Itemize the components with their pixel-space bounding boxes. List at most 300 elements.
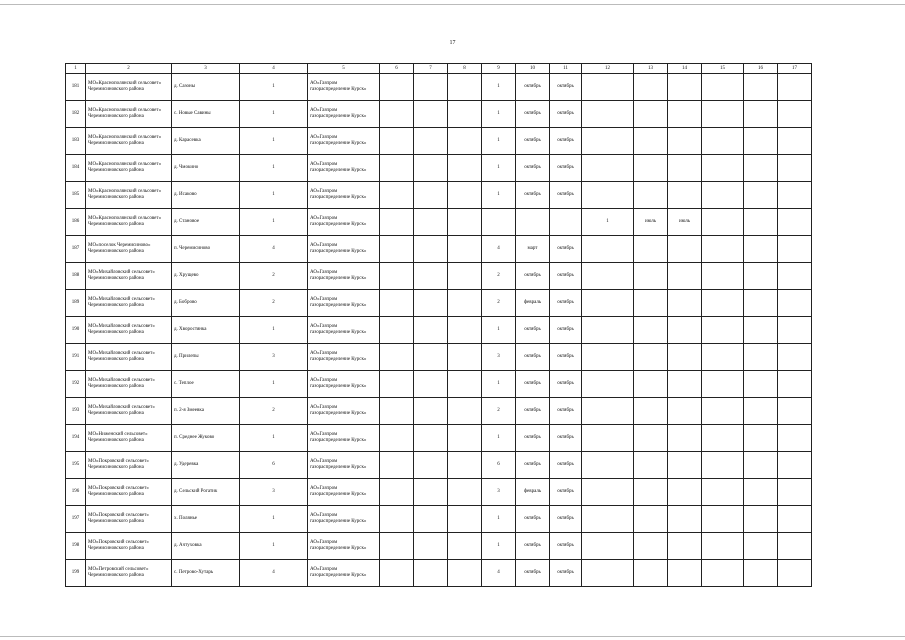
end-month-cell: октябрь (550, 182, 582, 209)
col-15-cell (702, 533, 744, 560)
row-number-cell: 192 (66, 371, 86, 398)
column-header-9: 9 (482, 64, 516, 74)
quantity-cell: 1 (240, 155, 308, 182)
col-16-cell (744, 452, 778, 479)
col-8-cell (448, 452, 482, 479)
organization-cell: МО«Краснополянский сельсовет» Черемисиновского района (86, 209, 172, 236)
col-13-cell (634, 479, 668, 506)
col-6-cell (380, 317, 414, 344)
table-row (66, 182, 812, 209)
col-6-cell (380, 344, 414, 371)
settlement-cell: д. Сазоны (172, 74, 240, 101)
quantity-cell: 3 (240, 479, 308, 506)
gas-company-cell: АО«Газпром газораспределение Курск» (308, 425, 380, 452)
col-13-cell (634, 506, 668, 533)
col-13-cell (634, 560, 668, 587)
col-15-cell (702, 506, 744, 533)
table-row (66, 398, 812, 425)
col-15-cell (702, 425, 744, 452)
col-13-cell (634, 533, 668, 560)
col-17-cell (778, 101, 812, 128)
col-17-cell (778, 560, 812, 587)
col-15-cell (702, 452, 744, 479)
organization-cell: МО«Покровский сельсовет» Черемисиновского района (86, 452, 172, 479)
col-6-cell (380, 371, 414, 398)
organization-cell: МО«Покровский сельсовет» Черемисиновского района (86, 533, 172, 560)
end-month-cell: октябрь (550, 155, 582, 182)
col-16-cell (744, 101, 778, 128)
end-month-cell: октябрь (550, 74, 582, 101)
col-8-cell (448, 344, 482, 371)
col-7-cell (414, 560, 448, 587)
gas-company-cell: АО«Газпром газораспределение Курск» (308, 182, 380, 209)
col-9-cell: 1 (482, 182, 516, 209)
table-row (66, 344, 812, 371)
end-month-cell: октябрь (550, 290, 582, 317)
col-17-cell (778, 155, 812, 182)
col-14-cell (668, 290, 702, 317)
col-14-cell (668, 506, 702, 533)
start-month-cell: октябрь (516, 344, 550, 371)
column-header-17: 17 (778, 64, 812, 74)
organization-cell: МО«Краснополянский сельсовет» Черемисиновского района (86, 182, 172, 209)
quantity-cell: 1 (240, 506, 308, 533)
column-header-11: 11 (550, 64, 582, 74)
start-month-cell: октябрь (516, 371, 550, 398)
schedule-table (65, 63, 812, 587)
col-17-cell (778, 371, 812, 398)
row-number-cell: 185 (66, 182, 86, 209)
end-month-cell: октябрь (550, 425, 582, 452)
col-9-cell: 1 (482, 425, 516, 452)
organization-cell: МО«Михайловский сельсовет» Черемисиновского района (86, 344, 172, 371)
gas-company-cell: АО«Газпром газораспределение Курск» (308, 155, 380, 182)
row-number-cell: 181 (66, 74, 86, 101)
end-month-cell: октябрь (550, 452, 582, 479)
col-16-cell (744, 479, 778, 506)
start-month-cell: октябрь (516, 74, 550, 101)
col-8-cell (448, 128, 482, 155)
column-header-16: 16 (744, 64, 778, 74)
col-8-cell (448, 533, 482, 560)
col-12-cell (582, 155, 634, 182)
col-12-cell (582, 101, 634, 128)
table-row (66, 209, 812, 236)
start-month-cell: октябрь (516, 452, 550, 479)
end-month-cell: октябрь (550, 344, 582, 371)
column-header-14: 14 (668, 64, 702, 74)
col-9-cell: 3 (482, 344, 516, 371)
col-12-cell (582, 128, 634, 155)
col-6-cell (380, 479, 414, 506)
end-month-cell: октябрь (550, 317, 582, 344)
col-13-cell (634, 398, 668, 425)
col-12-cell (582, 344, 634, 371)
gas-company-cell: АО«Газпром газораспределение Курск» (308, 533, 380, 560)
start-month-cell: октябрь (516, 533, 550, 560)
col-17-cell (778, 479, 812, 506)
col-9-cell: 6 (482, 452, 516, 479)
column-number-row (66, 64, 812, 74)
end-month-cell: октябрь (550, 506, 582, 533)
col-17-cell (778, 506, 812, 533)
col-15-cell (702, 263, 744, 290)
gas-company-cell: АО«Газпром газораспределение Курск» (308, 317, 380, 344)
organization-cell: МО«Петровский сельсовет» Черемисиновского района (86, 560, 172, 587)
col-13-cell (634, 155, 668, 182)
column-header-1: 1 (66, 64, 86, 74)
col-6-cell (380, 398, 414, 425)
col-6-cell (380, 560, 414, 587)
start-month-cell (516, 209, 550, 236)
col-13-cell (634, 263, 668, 290)
col-12-cell (582, 425, 634, 452)
col-9-cell: 4 (482, 236, 516, 263)
col-12-cell (582, 263, 634, 290)
col-14-cell (668, 155, 702, 182)
row-number-cell: 184 (66, 155, 86, 182)
col-8-cell (448, 182, 482, 209)
organization-cell: МО«Михайловский сельсовет» Черемисиновского района (86, 317, 172, 344)
table-row (66, 479, 812, 506)
quantity-cell: 1 (240, 317, 308, 344)
col-15-cell (702, 182, 744, 209)
row-number-cell: 183 (66, 128, 86, 155)
col-14-cell (668, 263, 702, 290)
col-14-cell (668, 425, 702, 452)
gas-company-cell: АО«Газпром газораспределение Курск» (308, 479, 380, 506)
col-12-cell (582, 182, 634, 209)
quantity-cell: 1 (240, 533, 308, 560)
table-row (66, 452, 812, 479)
col-15-cell (702, 101, 744, 128)
column-header-2: 2 (86, 64, 172, 74)
table-row (66, 425, 812, 452)
end-month-cell: октябрь (550, 398, 582, 425)
col-17-cell (778, 398, 812, 425)
col-16-cell (744, 74, 778, 101)
settlement-cell: д. Хворостянка (172, 317, 240, 344)
col-6-cell (380, 128, 414, 155)
col-8-cell (448, 479, 482, 506)
settlement-cell: д. Хрущево (172, 263, 240, 290)
col-9-cell (482, 209, 516, 236)
end-month-cell: октябрь (550, 263, 582, 290)
col-12-cell (582, 560, 634, 587)
col-12-cell (582, 452, 634, 479)
settlement-cell: д. Чмокино (172, 155, 240, 182)
organization-cell: МО«Покровский сельсовет» Черемисиновского района (86, 479, 172, 506)
gas-company-cell: АО«Газпром газораспределение Курск» (308, 452, 380, 479)
start-month-cell: февраль (516, 290, 550, 317)
col-14-cell (668, 101, 702, 128)
start-month-cell: март (516, 236, 550, 263)
col-15-cell (702, 371, 744, 398)
col-16-cell (744, 398, 778, 425)
settlement-cell: п. 2-я Змеевка (172, 398, 240, 425)
col-7-cell (414, 74, 448, 101)
col-8-cell (448, 290, 482, 317)
row-number-cell: 199 (66, 560, 86, 587)
col-7-cell (414, 398, 448, 425)
col-13-cell (634, 128, 668, 155)
col-6-cell (380, 263, 414, 290)
table-row (66, 101, 812, 128)
organization-cell: МО«поселок Черемисиново» Черемисиновского района (86, 236, 172, 263)
column-header-3: 3 (172, 64, 240, 74)
end-month-cell: октябрь (550, 479, 582, 506)
gas-company-cell: АО«Газпром газораспределение Курск» (308, 290, 380, 317)
col-14-cell (668, 344, 702, 371)
settlement-cell: д. Боброво (172, 290, 240, 317)
col-15-cell (702, 317, 744, 344)
column-header-15: 15 (702, 64, 744, 74)
organization-cell: МО«Краснополянский сельсовет» Черемисиновского района (86, 101, 172, 128)
col-9-cell: 1 (482, 317, 516, 344)
col-8-cell (448, 560, 482, 587)
col-16-cell (744, 533, 778, 560)
settlement-cell: с. Теплое (172, 371, 240, 398)
col-7-cell (414, 155, 448, 182)
col-9-cell: 4 (482, 560, 516, 587)
quantity-cell: 3 (240, 344, 308, 371)
settlement-cell: д. Сельский Рогатик (172, 479, 240, 506)
gas-company-cell: АО«Газпром газораспределение Курск» (308, 101, 380, 128)
col-12-cell (582, 533, 634, 560)
organization-cell: МО«Михайловский сельсовет» Черемисиновского района (86, 371, 172, 398)
col-17-cell (778, 452, 812, 479)
col-9-cell: 1 (482, 155, 516, 182)
col-13-cell: июль (634, 209, 668, 236)
col-17-cell (778, 344, 812, 371)
col-12-cell (582, 236, 634, 263)
col-17-cell (778, 533, 812, 560)
gas-company-cell: АО«Газпром газораспределение Курск» (308, 560, 380, 587)
start-month-cell: октябрь (516, 101, 550, 128)
row-number-cell: 182 (66, 101, 86, 128)
col-13-cell (634, 101, 668, 128)
col-8-cell (448, 263, 482, 290)
quantity-cell: 2 (240, 290, 308, 317)
col-7-cell (414, 236, 448, 263)
row-number-cell: 186 (66, 209, 86, 236)
col-8-cell (448, 236, 482, 263)
col-15-cell (702, 290, 744, 317)
quantity-cell: 2 (240, 263, 308, 290)
col-15-cell (702, 209, 744, 236)
col-14-cell (668, 479, 702, 506)
col-8-cell (448, 398, 482, 425)
table-container (65, 63, 812, 587)
quantity-cell: 4 (240, 236, 308, 263)
col-17-cell (778, 425, 812, 452)
column-header-5: 5 (308, 64, 380, 74)
col-17-cell (778, 209, 812, 236)
settlement-cell: с. Новые Савины (172, 101, 240, 128)
col-15-cell (702, 155, 744, 182)
table-row (66, 533, 812, 560)
bottom-edge-line (0, 636, 905, 637)
col-14-cell (668, 533, 702, 560)
col-17-cell (778, 290, 812, 317)
col-12-cell (582, 398, 634, 425)
col-9-cell: 2 (482, 290, 516, 317)
column-header-4: 4 (240, 64, 308, 74)
col-7-cell (414, 344, 448, 371)
col-8-cell (448, 506, 482, 533)
start-month-cell: октябрь (516, 506, 550, 533)
col-13-cell (634, 290, 668, 317)
col-13-cell (634, 236, 668, 263)
settlement-cell: д. Карасевка (172, 128, 240, 155)
col-8-cell (448, 74, 482, 101)
col-14-cell (668, 560, 702, 587)
table-row (66, 74, 812, 101)
gas-company-cell: АО«Газпром газораспределение Курск» (308, 74, 380, 101)
col-13-cell (634, 182, 668, 209)
table-row (66, 560, 812, 587)
col-8-cell (448, 317, 482, 344)
col-15-cell (702, 344, 744, 371)
top-edge-line (0, 4, 905, 5)
column-header-8: 8 (448, 64, 482, 74)
col-13-cell (634, 74, 668, 101)
start-month-cell: февраль (516, 479, 550, 506)
quantity-cell: 1 (240, 209, 308, 236)
col-12-cell (582, 479, 634, 506)
end-month-cell: октябрь (550, 101, 582, 128)
quantity-cell: 1 (240, 182, 308, 209)
col-15-cell (702, 128, 744, 155)
col-14-cell (668, 74, 702, 101)
row-number-cell: 190 (66, 317, 86, 344)
start-month-cell: октябрь (516, 398, 550, 425)
row-number-cell: 198 (66, 533, 86, 560)
col-9-cell: 1 (482, 74, 516, 101)
col-16-cell (744, 263, 778, 290)
end-month-cell: октябрь (550, 236, 582, 263)
col-8-cell (448, 101, 482, 128)
col-7-cell (414, 479, 448, 506)
col-6-cell (380, 155, 414, 182)
col-17-cell (778, 128, 812, 155)
col-6-cell (380, 74, 414, 101)
quantity-cell: 1 (240, 128, 308, 155)
organization-cell: МО«Краснополянский сельсовет» Черемисиновского района (86, 74, 172, 101)
settlement-cell: д. Удеревка (172, 452, 240, 479)
col-7-cell (414, 101, 448, 128)
row-number-cell: 189 (66, 290, 86, 317)
col-7-cell (414, 452, 448, 479)
page-number: 17 (449, 40, 456, 46)
col-12-cell (582, 317, 634, 344)
col-14-cell (668, 317, 702, 344)
col-16-cell (744, 182, 778, 209)
col-16-cell (744, 128, 778, 155)
col-9-cell: 2 (482, 263, 516, 290)
row-number-cell: 194 (66, 425, 86, 452)
col-15-cell (702, 74, 744, 101)
col-6-cell (380, 506, 414, 533)
end-month-cell: октябрь (550, 371, 582, 398)
col-9-cell: 2 (482, 398, 516, 425)
col-9-cell: 3 (482, 479, 516, 506)
col-17-cell (778, 263, 812, 290)
column-header-6: 6 (380, 64, 414, 74)
gas-company-cell: АО«Газпром газораспределение Курск» (308, 398, 380, 425)
col-12-cell (582, 371, 634, 398)
col-9-cell: 1 (482, 533, 516, 560)
end-month-cell: октябрь (550, 533, 582, 560)
col-15-cell (702, 236, 744, 263)
table-row (66, 317, 812, 344)
col-8-cell (448, 371, 482, 398)
col-6-cell (380, 452, 414, 479)
col-8-cell (448, 155, 482, 182)
settlement-cell: д. Прилепы (172, 344, 240, 371)
start-month-cell: октябрь (516, 128, 550, 155)
row-number-cell: 193 (66, 398, 86, 425)
settlement-cell: д. Ачтуховка (172, 533, 240, 560)
column-header-7: 7 (414, 64, 448, 74)
quantity-cell: 1 (240, 101, 308, 128)
organization-cell: МО«Краснополянский сельсовет» Черемисиновского района (86, 128, 172, 155)
settlement-cell: д. Становое (172, 209, 240, 236)
col-14-cell (668, 128, 702, 155)
col-17-cell (778, 74, 812, 101)
settlement-cell: п. Черемисиново (172, 236, 240, 263)
organization-cell: МО«Покровский сельсовет» Черемисиновского района (86, 506, 172, 533)
start-month-cell: октябрь (516, 425, 550, 452)
col-14-cell (668, 182, 702, 209)
row-number-cell: 195 (66, 452, 86, 479)
col-6-cell (380, 236, 414, 263)
col-8-cell (448, 209, 482, 236)
col-7-cell (414, 506, 448, 533)
col-13-cell (634, 317, 668, 344)
column-header-12: 12 (582, 64, 634, 74)
col-7-cell (414, 182, 448, 209)
table-row (66, 236, 812, 263)
col-16-cell (744, 425, 778, 452)
col-6-cell (380, 533, 414, 560)
gas-company-cell: АО«Газпром газораспределение Курск» (308, 263, 380, 290)
col-16-cell (744, 506, 778, 533)
gas-company-cell: АО«Газпром газораспределение Курск» (308, 236, 380, 263)
col-13-cell (634, 425, 668, 452)
quantity-cell: 4 (240, 560, 308, 587)
table-row (66, 506, 812, 533)
start-month-cell: октябрь (516, 560, 550, 587)
col-7-cell (414, 263, 448, 290)
gas-company-cell: АО«Газпром газораспределение Курск» (308, 128, 380, 155)
row-number-cell: 191 (66, 344, 86, 371)
row-number-cell: 197 (66, 506, 86, 533)
start-month-cell: октябрь (516, 263, 550, 290)
gas-company-cell: АО«Газпром газораспределение Курск» (308, 506, 380, 533)
row-number-cell: 187 (66, 236, 86, 263)
col-7-cell (414, 533, 448, 560)
column-header-13: 13 (634, 64, 668, 74)
col-12-cell (582, 506, 634, 533)
table-row (66, 290, 812, 317)
end-month-cell: октябрь (550, 128, 582, 155)
col-17-cell (778, 236, 812, 263)
start-month-cell: октябрь (516, 317, 550, 344)
col-8-cell (448, 425, 482, 452)
col-6-cell (380, 182, 414, 209)
table-row (66, 263, 812, 290)
